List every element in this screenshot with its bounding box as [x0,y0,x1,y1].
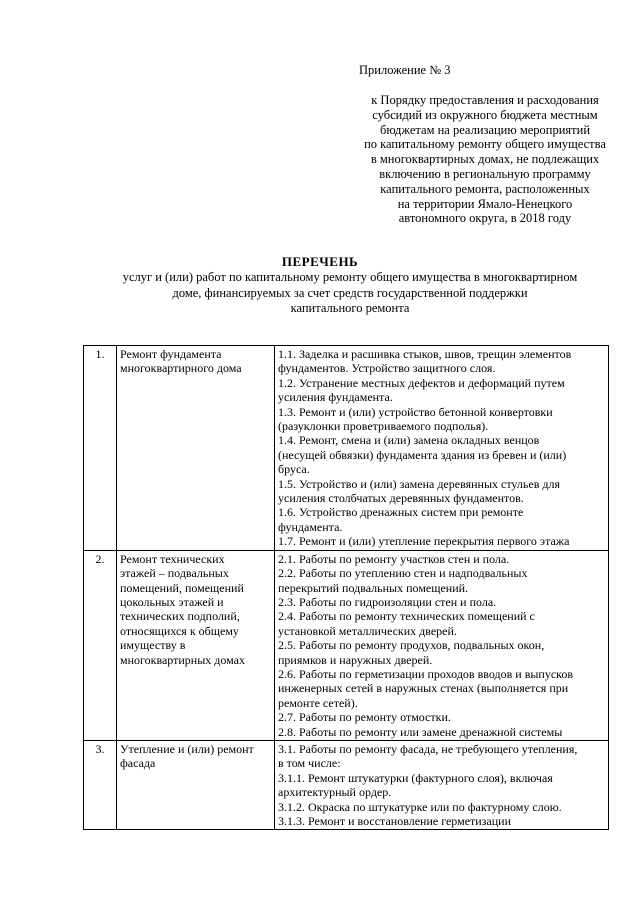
work-items [275,740,609,829]
work-name-line: Утепление и (или) ремонт [120,741,254,756]
work-item-line: приямков и наружных дверей. [278,652,433,667]
work-item-line: 2.8. Работы по ремонту или замене дренажной системы [278,724,563,739]
work-item-line: 2.6. Работы по герметизации проходов вводов и выпусков [278,666,574,681]
appendix-line: включению в региональную программу [379,166,591,181]
work-item-line: ремонте сетей). [278,695,358,710]
work-items [275,550,609,740]
work-name-line: этажей – подвальных [120,566,229,581]
appendix-line: бюджетам на реализацию мероприятий [379,122,591,137]
table-row [84,740,609,829]
work-name-line: помещений, помещений [120,580,244,595]
table-row [84,346,609,551]
appendix-line: автономного округа, в 2018 году [398,211,572,226]
work-name [117,550,275,740]
work-item-line: 3.1.2. Окраска по штукатурке или по фактурному слою. [278,799,562,814]
work-item-line: 3.1. Работы по ремонту фасада, не требующего утепления, [278,741,578,756]
work-item-line: инженерных сетей в наружных стенах (выполняется при [278,681,569,696]
work-item-line: перекрытий подвальных помещений. [278,580,469,595]
work-name-line: имуществу в [120,638,186,653]
subtitle-line: капитального ремонта [290,301,410,315]
work-item-line: 2.7. Работы по ремонту отмостки. [278,710,451,725]
work-item-line: (разуклонки проветриваемого подполья). [278,419,489,434]
row-number: 1. [84,346,117,551]
row-number: 2. [84,550,117,740]
work-item-line: архитектурный ордер. [278,785,392,800]
work-item-line: в том числе: [278,756,341,771]
work-name-line: цокольных этажей и [120,594,224,609]
document-title: ПЕРЕЧЕНЬ [281,254,359,269]
work-item-line: усиления фундамента. [278,390,393,405]
work-item-line: 2.5. Работы по ремонту продухов, подвальных окон, [278,638,545,653]
work-items [275,346,609,551]
appendix-line: капитального ремонта, расположенных [380,181,590,196]
work-item-line: 1.5. Устройство и (или) замена деревянных стульев для [278,476,560,491]
work-item-line: 3.1.1. Ремонт штукатурки (фактурного слоя), включая [278,770,553,785]
appendix-line: субсидий из окружного бюджета местным [372,107,598,122]
work-name-line: фасада [120,756,156,771]
appendix-line: на территории Ямало-Ненецкого [397,196,573,211]
work-name [117,740,275,829]
work-name-line: Ремонт фундамента [120,347,222,361]
work-item-line: 1.2. Устранение местных дефектов и деформаций путем [278,375,565,390]
work-name-line: многоквартирных домах [120,652,246,667]
work-item-line: 1.4. Ремонт, смена и (или) замена окладных венцов [278,433,540,448]
work-item-line: 3.1.3. Ремонт и восстановление герметизации [278,814,512,828]
work-item-line: усиления столбчатых деревянных фундаментов. [278,491,524,506]
work-name-line: многоквартирного дома [120,361,242,376]
row-number: 3. [84,740,117,829]
subtitle-line: доме, финансируемых за счет средств государственной поддержки [172,285,528,300]
document-subtitle [60,270,640,317]
appendix-line: к Порядку предоставления и расходования [371,93,599,107]
work-name-line: относящихся к общему [120,623,239,638]
work-item-line: 1.3. Ремонт и (или) устройство бетонной конвертовки [278,404,553,419]
work-item-line: 1.6. Устройство дренажных систем при ремонте [278,505,524,520]
work-item-line: 1.7. Ремонт и (или) утепление перекрытия первого этажа [278,534,570,549]
work-item-line: 2.4. Работы по ремонту технических помещений с [278,609,535,624]
appendix-description [345,93,625,226]
work-item-line: (несущей обвязки) фундамента здания из бревен и (или) [278,447,567,462]
work-item-line: фундаментов. Устройство защитного слоя. [278,361,496,376]
work-item-line: бруса. [278,462,310,477]
appendix-line: по капитальному ремонту общего имущества [364,137,606,152]
work-item-line: установкой металлических дверей. [278,623,457,638]
work-name-line: Ремонт технических [120,551,225,566]
work-name [117,346,275,551]
work-item-line: 1.1. Заделка и расшивка стыков, швов, трещин элементов [278,347,572,361]
works-table [83,345,609,830]
work-item-line: 2.2. Работы по утеплению стен и надподвальных [278,566,528,581]
work-name-line: технических подполий, [120,609,240,624]
subtitle-line: услуг и (или) работ по капитальному ремонту общего имущества в многоквартирном [122,270,578,284]
work-item-line: 2.1. Работы по ремонту участков стен и пола. [278,551,510,566]
work-item-line: фундамента. [278,519,343,534]
work-item-line: 2.3. Работы по гидроизоляции стен и пола. [278,594,497,609]
appendix-number: Приложение № 3 [359,63,451,77]
appendix-line: в многоквартирных домах, не подлежащих [370,152,600,167]
table-row [84,550,609,740]
